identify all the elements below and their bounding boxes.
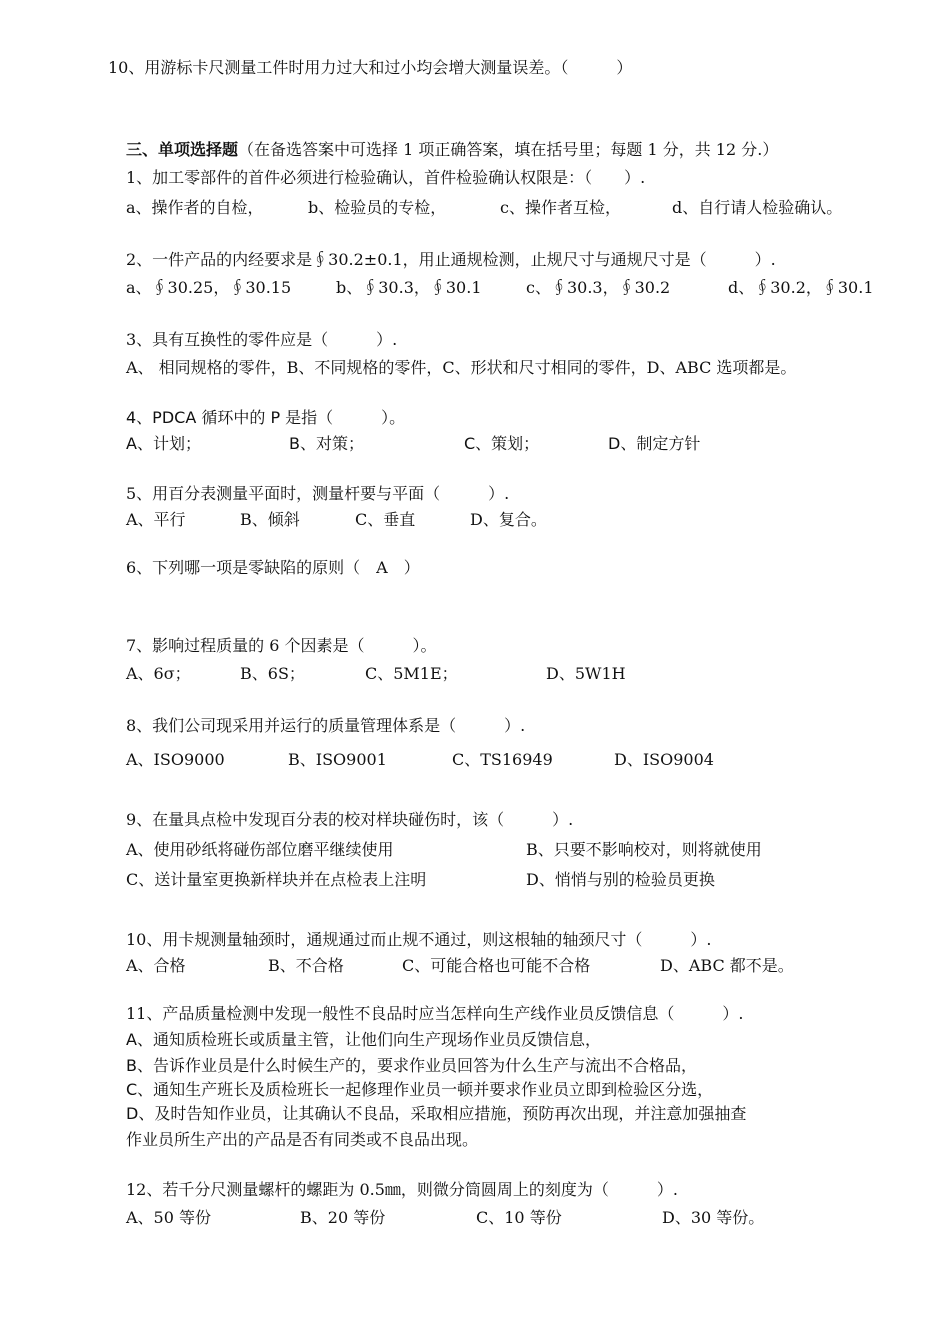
question-12: 12、若千分尺测量螺杆的螺距为 0.5㎜，则微分筒圆周上的刻度为（ ）. bbox=[126, 1180, 678, 1199]
option-b: b、∮30.3，∮30.1 bbox=[336, 278, 482, 297]
question-9: 9、在量具点检中发现百分表的校对样块碰伤时，该（ ）. bbox=[126, 810, 574, 829]
option-a: A、6σ； bbox=[126, 664, 191, 683]
question-10-true-false: 10、用游标卡尺测量工件时用力过大和过小均会增大测量误差。（ ） bbox=[108, 58, 633, 77]
option-d: D、30 等份。 bbox=[662, 1208, 765, 1227]
option-d: D、ABC 都不是。 bbox=[660, 956, 794, 975]
option-c: c、操作者互检， bbox=[500, 198, 621, 217]
option-c: C、垂直 bbox=[355, 510, 416, 529]
option-a: A、ISO9000 bbox=[126, 750, 225, 769]
option-c: C、通知生产班长及质检班长一起修理作业员一顿并要求作业员立即到检验区分选， bbox=[126, 1080, 714, 1099]
option-d: D、悄悄与别的检验员更换 bbox=[526, 870, 715, 889]
option-d: D、制定方针 bbox=[608, 434, 701, 453]
option-d: D、及时告知作业员，让其确认不良品，采取相应措施，预防再次出现，并注意加强抽查 bbox=[126, 1104, 747, 1123]
section-3-title: 三、单项选择题 bbox=[126, 140, 239, 159]
option-a: A、50 等份 bbox=[126, 1208, 212, 1227]
option-d: d、自行请人检验确认。 bbox=[672, 198, 843, 217]
question-6: 6、下列哪一项是零缺陷的原则（ A ） bbox=[126, 558, 420, 577]
option-b: B、不合格 bbox=[268, 956, 344, 975]
option-c: C、5M1E； bbox=[365, 664, 458, 683]
question-8: 8、我们公司现采用并运行的质量管理体系是（ ）. bbox=[126, 716, 526, 735]
question-2: 2、一件产品的内经要求是∮30.2±0.1，用止通规检测，止规尺寸与通规尺寸是（ ）. bbox=[126, 250, 776, 269]
question-3: 3、具有互换性的零件应是（ ）. bbox=[126, 330, 398, 349]
option-d-continued: 作业员所生产出的产品是否有同类或不良品出现。 bbox=[126, 1130, 479, 1149]
option-d: d、∮30.2，∮30.1 bbox=[728, 278, 874, 297]
option-c: C、10 等份 bbox=[476, 1208, 562, 1227]
option-b: B、20 等份 bbox=[300, 1208, 386, 1227]
option-b: B、ISO9001 bbox=[288, 750, 387, 769]
option-b: B、告诉作业员是什么时候生产的，要求作业员回答为什么生产与流出不合格品， bbox=[126, 1056, 697, 1075]
option-d: D、5W1H bbox=[546, 664, 626, 683]
option-a: a、∮30.25，∮30.15 bbox=[126, 278, 292, 297]
option-d: D、复合。 bbox=[470, 510, 547, 529]
option-b: B、倾斜 bbox=[240, 510, 300, 529]
option-a: A、通知质检班长或质量主管，让他们向生产现场作业员反馈信息， bbox=[126, 1030, 601, 1049]
option-a: a、操作者的自检， bbox=[126, 198, 264, 217]
question-10: 10、用卡规测量轴颈时，通规通过而止规不通过，则这根轴的轴颈尺寸（ ）. bbox=[126, 930, 712, 949]
section-3-header bbox=[126, 140, 778, 160]
option-c: C、策划； bbox=[464, 434, 540, 453]
question-3-options: A、 相同规格的零件，B、不同规格的零件，C、形状和尺寸相同的零件，D、ABC 选项都是。 bbox=[126, 358, 797, 377]
option-b: B、6S； bbox=[240, 664, 305, 683]
option-a: A、使用砂纸将碰伤部位磨平继续使用 bbox=[126, 840, 394, 859]
option-d: D、ISO9004 bbox=[614, 750, 714, 769]
question-11: 11、产品质量检测中发现一般性不良品时应当怎样向生产线作业员反馈信息（ ）. bbox=[126, 1004, 744, 1023]
option-c: C、TS16949 bbox=[452, 750, 553, 769]
option-c: C、可能合格也可能不合格 bbox=[402, 956, 591, 975]
question-1: 1、加工零部件的首件必须进行检验确认，首件检验确认权限是：（ ）. bbox=[126, 168, 646, 187]
question-7: 7、影响过程质量的 6 个因素是（ ）。 bbox=[126, 636, 437, 655]
section-3-note: （在备选答案中可选择 1 项正确答案，填在括号里；每题 1 分，共 12 分.） bbox=[238, 140, 779, 159]
option-a: A、合格 bbox=[126, 956, 186, 975]
option-c: C、送计量室更换新样块并在点检表上注明 bbox=[126, 870, 427, 889]
question-4: 4、PDCA 循环中的 P 是指（ ）。 bbox=[126, 408, 406, 427]
option-a: A、平行 bbox=[126, 510, 186, 529]
option-b: B、对策； bbox=[289, 434, 364, 453]
option-a: A、计划； bbox=[126, 434, 201, 453]
option-b: b、检验员的专检， bbox=[308, 198, 447, 217]
question-5: 5、用百分表测量平面时，测量杆要与平面（ ）. bbox=[126, 484, 510, 503]
option-b: B、只要不影响校对，则将就使用 bbox=[526, 840, 762, 859]
option-c: c、∮30.3，∮30.2 bbox=[526, 278, 671, 297]
